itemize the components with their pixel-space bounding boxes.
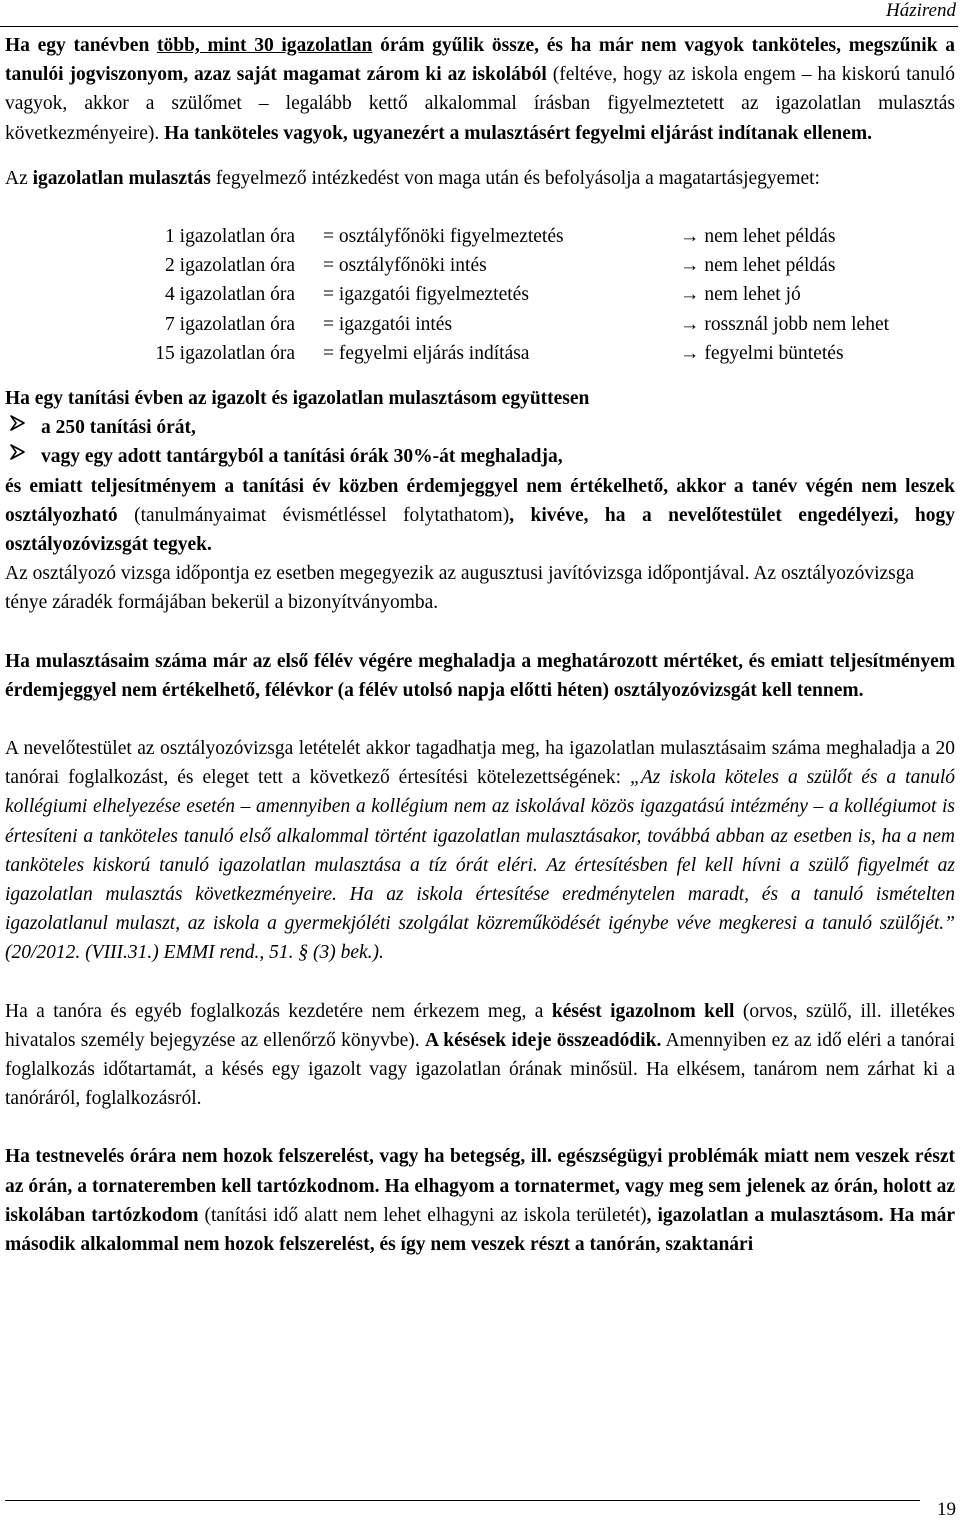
paragraph-unexcused-limit: [5, 31, 955, 148]
sanction-row: [80, 251, 955, 280]
sanctions-table: [80, 222, 955, 368]
sanction-row: [80, 339, 955, 368]
header-rule: [0, 26, 958, 27]
sanction-grade: → nem lehet példás: [680, 226, 836, 248]
paragraph-pe-class: [5, 1142, 955, 1259]
p6-b: késést igazolnom kell: [551, 1000, 735, 1022]
p2-c: fegyelmező intézkedést von maga után és befolyásolja a magatartásjegyemet:: [210, 167, 820, 189]
sanction-measure: = osztályfőnöki figyelmeztetés: [323, 226, 564, 248]
sanction-row: [80, 222, 955, 251]
footer-rule: [5, 1500, 920, 1501]
document-body: [5, 31, 955, 1259]
sanction-measure: = fegyelmi eljárás indítása: [323, 342, 530, 364]
p5-a: A nevelőtestület az osztályozóvizsga letételét akkor tagadhatja meg, ha igazolatlan mulasztásaim száma meghaladja a 20 tanórai foglalkozást, és eleget tett a következő értesítési kötelezettségének:: [5, 737, 955, 789]
bullet-text: a 250 tanítási órát,: [41, 417, 196, 439]
paragraph-exam-date: Az osztályozó vizsga időpontja ez esetben megegyezik az augusztusi javítóvizsga időpontjával. Az osztályozóvizsga ténye záradék formájában bekerül a bizonyítványomba.: [5, 563, 915, 614]
bullet-item: [5, 442, 955, 471]
p3-a: és emiatt teljesítményem a tanítási év közben érdemjeggyel nem értékelhető, akkor a tanév végén nem leszek osztályozható: [5, 475, 955, 526]
sanction-grade: → rossznál jobb nem lehet: [680, 313, 890, 335]
sanction-grade: → fegyelmi büntetés: [680, 342, 844, 364]
p3-b: (tanulmányaimat évismétléssel folytathatom): [117, 504, 510, 526]
page-number: 19: [937, 1499, 956, 1520]
p1-e: Ha tanköteles vagyok, ugyanezért a mulasztásért fegyelmi eljárást indítanak ellenem.: [164, 122, 873, 144]
p6-e: Amennyiben ez az idő eléri a tanórai foglalkozás időtartamát, a késés egy igazolt vagy igazolatlan órának minősül. Ha elkésem, tanárom nem zárhat ki a tanóráról, foglalkozásról.: [5, 1029, 956, 1110]
paragraph-not-gradable: [5, 472, 955, 560]
p1-a: Ha egy tanévben: [5, 35, 157, 56]
paragraph-notification-duty: [5, 734, 955, 968]
paragraph-disciplinary-intro: [5, 164, 955, 193]
header-title: Házirend: [885, 0, 956, 21]
p6-a: Ha a tanóra és egyéb foglalkozás kezdetére nem érkezem meg, a: [5, 1000, 552, 1022]
arrow-bullet-icon: [9, 413, 41, 442]
sanction-hours: 1 igazolatlan óra: [165, 226, 295, 248]
paragraph-first-semester: [5, 647, 955, 705]
bullet-item: [5, 413, 955, 442]
sanction-hours: 2 igazolatlan óra: [165, 255, 295, 277]
sanction-row: [80, 310, 955, 339]
p6-d: A késések ideje összeadódik.: [424, 1029, 662, 1051]
p7-a: Ha testnevelés órára nem hozok felszerelést, vagy ha betegség, ill. egészségügyi problémák miatt nem veszek részt az órán, a tornateremben kell tartózkodnom. Ha elhagyom a tornatermet, vagy meg sem jelenek az órán, holott az iskolában tartózkodom: [5, 1146, 955, 1226]
sanction-measure: = osztályfőnöki intés: [323, 255, 487, 277]
p4-text: Ha mulasztásaim száma már az első félév végére meghaladja a meghatározott mértéket, és emiatt teljesítményem érdemjeggyel nem értékelhető, félévkor (a félév utolsó napja előtti héten) osztályozóvizsgát kell tennem.: [5, 650, 955, 701]
p3-c: , kivéve, ha a nevelőtestület engedélyezi, hogy osztályozóvizsgát tegyek.: [5, 504, 956, 555]
p7-c: , igazolatlan a mulasztásom. Ha már második alkalommal nem hozok felszerelést, és így nem veszek részt a tanórán, szaktanári: [5, 1204, 956, 1256]
p1-c: órám gyűlik össze, és ha már nem vagyok tanköteles, megszűnik a tanulói jogviszonyom, azaz saját magamat zárom ki az iskolából: [5, 35, 955, 86]
p3-intro: Ha egy tanítási évben az igazolt és igazolatlan mulasztásom együttesen: [5, 387, 590, 409]
sanction-measure: = igazgatói intés: [323, 313, 453, 335]
sanction-measure: = igazgatói figyelmeztetés: [323, 284, 529, 306]
sanction-hours: 15 igazolatlan óra: [155, 342, 295, 364]
p5-d: (3) bek.).: [308, 942, 384, 964]
p1-d: (feltéve, hogy az iskola engem – ha kiskorú tanuló vagyok, akkor a szülőmet – legalább kettő alkalommal írásban figyelmeztetett az igazolatlan mulasztás következményeire).: [5, 64, 955, 144]
sanction-grade: → nem lehet jó: [680, 284, 801, 306]
p6-c: (orvos, szülő, ill. illetékes hivatalos személy bejegyzése az ellenőrző könyvbe).: [5, 1000, 955, 1051]
p2-b: igazolatlan mulasztás: [32, 167, 211, 189]
paragraph-lateness: [5, 997, 955, 1114]
p5-section-sign: §: [298, 942, 309, 964]
p5-quote: „Az iskola köteles a szülőt és a tanuló kollégiumi elhelyezése esetén – amennyiben a kollégium nem az iskolával közös igazgatású intézmény – a kollégiumot is értesíteni a tanköteles tanuló első alkalommal történt igazolatlan mulasztásakor, továbbá abban az esetben is, ha a nem tanköteles kiskorú tanuló igazolatlan mulasztása a tíz órát eléri. Az értesítésben fel kell hívni a szülő figyelmét az igazolatlan mulasztás következményeire. Ha az iskola értesítése eredménytelen maradt, és a tanuló ismételten igazolatlanul mulaszt, az iskola a gyermekjóléti szolgálat közreműködését igénybe véve megkeresi a tanuló szülőjét.” (20/2012. (VIII.31.) EMMI rend., 51.: [5, 767, 956, 964]
p1-underline: több, mint 30 igazolatlan: [157, 35, 373, 56]
sanction-grade: → nem lehet példás: [680, 255, 836, 277]
sanction-hours: 4 igazolatlan óra: [165, 284, 295, 306]
p7-b: (tanítási idő alatt nem lehet elhagyni az iskola területét): [198, 1204, 647, 1226]
sanction-row: [80, 280, 955, 309]
arrow-bullet-icon: [9, 442, 41, 471]
p2-a: Az: [5, 167, 33, 189]
sanction-hours: 7 igazolatlan óra: [165, 313, 295, 335]
bullet-text: vagy egy adott tantárgyból a tanítási órák 30%-át meghaladja,: [41, 446, 563, 468]
paragraph-absence-limit-intro: [5, 384, 955, 413]
